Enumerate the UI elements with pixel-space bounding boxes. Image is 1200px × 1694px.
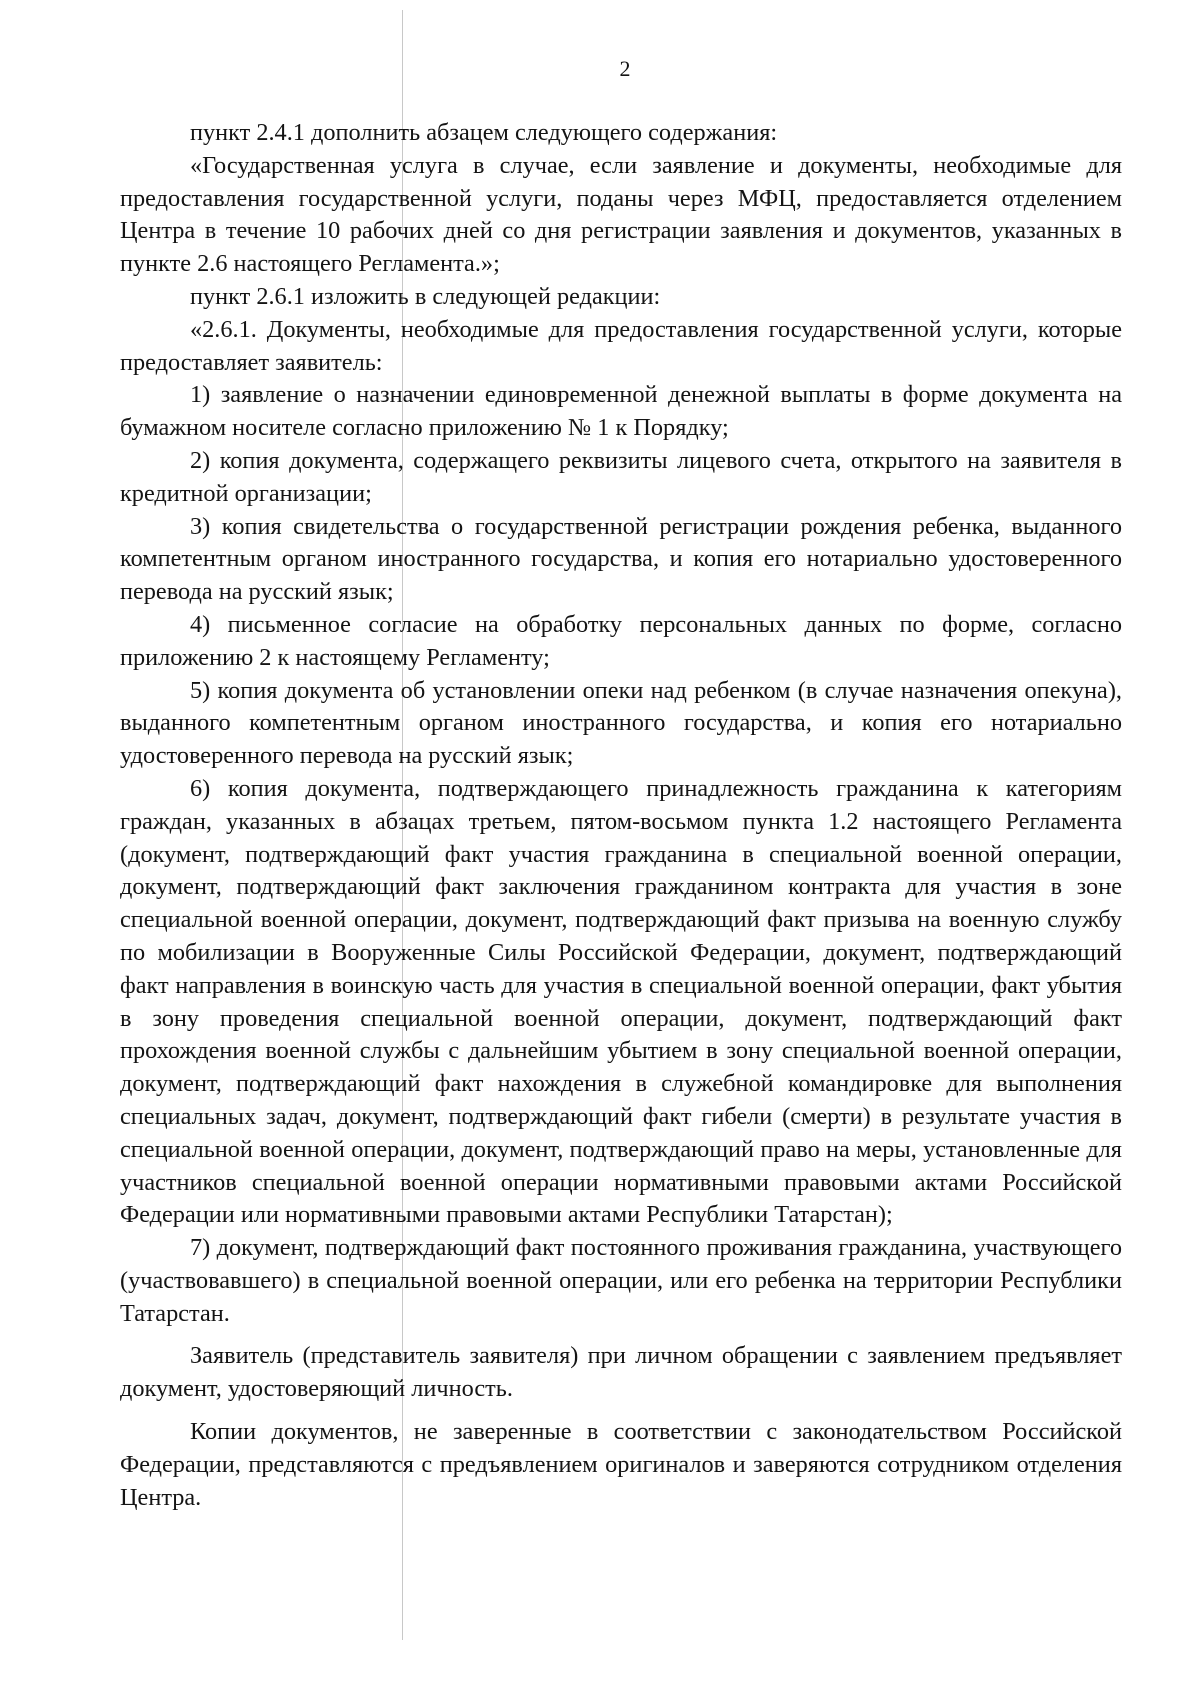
page-number: 2 [619, 56, 631, 81]
paragraph-clause-2-4-1: пункт 2.4.1 дополнить абзацем следующего содержания: [190, 119, 778, 146]
paragraph-quoted-service-term: «Государственная услуга в случае, если заявление и документы, необходимые для предоставления государственной услуги, поданы через МФЦ, предоставляется отделением Центра в течение 10 рабочих дней со дня регистрации заявления и документов, указанных в пункте 2.6 настоящего Регламента.»; [120, 151, 1122, 278]
list-item-2: 2) копия документа, содержащего реквизиты лицевого счета, открытого на заявителя в кредитной организации; [120, 446, 1122, 507]
list-item-3: 3) копия свидетельства о государственной регистрации рождения ребенка, выданного компетентным органом иностранного государства, и копия его нотариально удостоверенного перевода на русский язык; [120, 512, 1122, 606]
list-item-5: 5) копия документа об установлении опеки над ребенком (в случае назначения опекуна), выданного компетентным органом иностранного государства, и копия его нотариально удостоверенного перевода на русский язык; [120, 676, 1122, 770]
list-item-1: 1) заявление о назначении единовременной денежной выплаты в форме документа на бумажном носителе согласно приложению № 1 к Порядку; [120, 381, 1122, 442]
list-item-7: 7) документ, подтверждающий факт постоянного проживания гражданина, участвующего (участвовавшего) в специальной военной операции, или его ребенка на территории Республики Татарстан. [120, 1234, 1122, 1327]
paragraph-copies-certification: Копии документов, не заверенные в соответствии с законодательством Российской Федерации, представляются с предъявлением оригиналов и заверяются сотрудником отделения Центра. [120, 1418, 1122, 1511]
paragraph-applicant-id: Заявитель (представитель заявителя) при личном обращении с заявлением предъявляет документ, удостоверяющий личность. [120, 1342, 1122, 1403]
paragraph-documents-intro: «2.6.1. Документы, необходимые для предоставления государственной услуги, которые предоставляет заявитель: [120, 315, 1122, 376]
list-item-6: 6) копия документа, подтверждающего принадлежность гражданина к категориям граждан, указанных в абзацах третьем, пятом-восьмом пункта 1.2 настоящего Регламента (документ, подтверждающий факт участия гражданина в специальной военной операции, документ, подтверждающий факт заключения гражданином контракта для участия в зоне специальной военной операции, документ, подтверждающий факт призыва на военную службу по мобилизации в Вооруженные Силы Российской Федерации, документ, подтверждающий факт направления в воинскую часть для участия в специальной военной операции, факт убытия в зону проведения специальной военной операции, документ, подтверждающий факт прохождения военной службы с дальнейшим убытием в зону специальной военной операции, документ, подтверждающий факт нахождения в служебной командировке для выполнения специальных задач, документ, подтверждающий факт гибели (смерти) в результате участия в специальной военной операции, документ, подтверждающий право на меры, установленные для участников специальной военной операции нормативными правовыми актами Российской Федерации или нормативными правовыми актами Республики Татарстан); [120, 774, 1122, 1229]
list-item-4: 4) письменное согласие на обработку персональных данных по форме, согласно приложению 2 к настоящему Регламенту; [120, 610, 1122, 671]
paragraph-clause-2-6-1: пункт 2.6.1 изложить в следующей редакции: [190, 282, 661, 310]
document-body [120, 117, 1122, 1514]
